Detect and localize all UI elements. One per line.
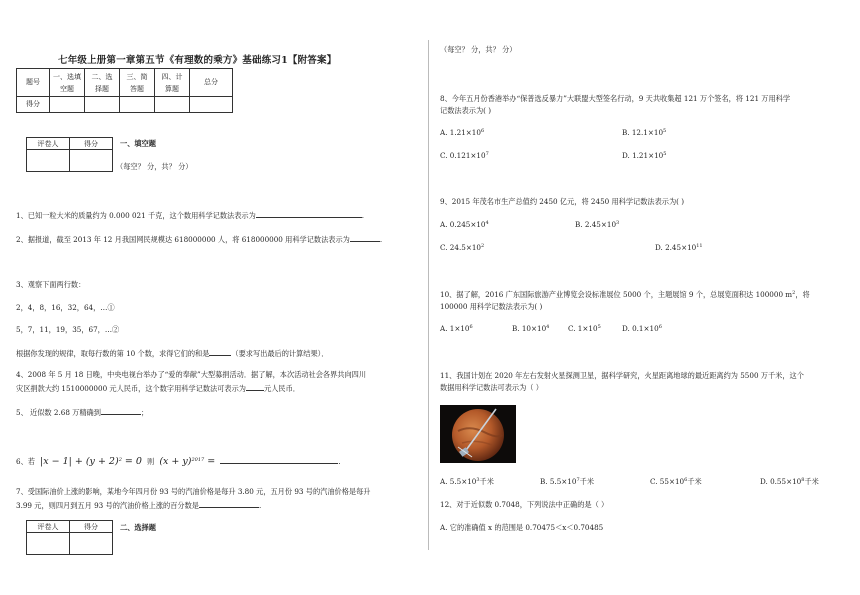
score-header-cell: 四、计 算题 xyxy=(155,69,190,97)
grader-label: 评卷人 xyxy=(27,521,70,533)
question-8-line2: 记数法表示为( ) xyxy=(440,106,492,115)
option-9c[interactable]: C. $24.5\times 10^2$ xyxy=(440,243,485,252)
score-cell xyxy=(70,533,113,555)
question-3-row1: 2，4，8，16，32，64，…① xyxy=(16,303,115,312)
grader-cell xyxy=(27,150,70,172)
mars-icon xyxy=(440,405,516,463)
question-4-tail: 元人民币． xyxy=(264,384,300,393)
column-divider xyxy=(428,40,429,550)
option-10a[interactable]: A. $1\times 10^6$ xyxy=(440,324,473,333)
question-5-tail: ； xyxy=(140,408,149,417)
option-8b[interactable]: B. $12.1\times 10^5$ xyxy=(622,128,667,137)
question-2: 2、据报道，截至 2013 年 12 月我国网民规模达 618000000 人，将 618000000 用科学记数法表示为 . xyxy=(16,235,383,244)
score-header-cell: 三、简 答题 xyxy=(120,69,155,97)
score-cell xyxy=(120,97,155,113)
question-6: 6、若 $|x - 1| + (y + 2)^2 = 0$ 则 $(x + y)^{2017}$ = . xyxy=(16,456,341,467)
score-label: 得分 xyxy=(70,521,113,533)
score-cell xyxy=(50,97,85,113)
option-9d[interactable]: D. $2.45\times 10^{11}$ xyxy=(655,243,703,252)
option-9a[interactable]: A. $0.245\times 10^4$ xyxy=(440,220,489,229)
question-11-line1: 11、我国计划在 2020 年左右发射火星探测卫星，据科学研究，火星距离地球的最近距离约为 5500 万千米，这个 xyxy=(440,371,804,380)
question-6-then: 则 xyxy=(147,457,155,466)
option-10d[interactable]: D. $0.1\times 10^6$ xyxy=(622,324,662,333)
answer-blank[interactable] xyxy=(101,408,141,415)
score-cell xyxy=(190,97,233,113)
option-11c[interactable]: C. $55\times 10^6$千米 xyxy=(650,477,702,486)
question-7-line2: 3.99 元，则四月到五月 93 号的汽油价格上涨的百分数是 . xyxy=(16,501,262,510)
option-8c[interactable]: C. $0.121\times 10^7$ xyxy=(440,151,489,160)
score-header-cell: 总分 xyxy=(190,69,233,97)
question-11-line2: 数据用科学记数法可表示为（ ） xyxy=(440,383,543,392)
question-4-line2 xyxy=(16,384,300,392)
answer-blank[interactable] xyxy=(199,501,259,508)
question-1-text: 1、已知一粒大米的质量约为 0.000 021 千克，这个数用科学记数法表示为 xyxy=(16,211,256,220)
grader-table-2 xyxy=(26,520,113,555)
option-10b[interactable]: B. $10\times 10^4$ xyxy=(512,324,550,333)
option-11d[interactable]: D. $0.55\times 10^8$千米 xyxy=(760,477,819,486)
question-3-row2: 5，7，11，19，35，67，…② xyxy=(16,325,120,334)
section-note: （每空？ 分，共？ 分） xyxy=(116,162,193,171)
question-3-tail: （要求写出最后的计算结果）． xyxy=(231,349,329,358)
score-cell xyxy=(70,150,113,172)
question-7-line1: 7、受国际油价上涨的影响，某地今年四月份 93 号的汽油价格是每升 3.80 元，五月份 93 号的汽油价格是每升 xyxy=(16,487,371,496)
option-8d[interactable]: D. $1.21\times 10^5$ xyxy=(622,151,667,160)
question-12: 12、对于近似数 0.7048，下列说法中正确的是（ ） xyxy=(440,500,609,509)
option-12a[interactable]: A. 它的准确值 x 的范围是 0.70475＜x＜0.70485 xyxy=(440,523,604,532)
score-row-label: 得分 xyxy=(17,97,50,113)
section-note-top: （每空？ 分，共？ 分） xyxy=(440,45,517,54)
section-heading: 一、填空题 xyxy=(120,139,156,148)
question-1: 1、已知一粒大米的质量约为 0.000 021 千克，这个数用科学记数法表示为 . xyxy=(16,211,365,220)
question-9: 9、2015 年茂名市生产总值约 2450 亿元，将 2450 用科学记数法表示为( ) xyxy=(440,197,685,206)
mars-satellite-image xyxy=(440,405,516,463)
section-heading-2: 二、选择题 xyxy=(120,523,156,532)
answer-blank[interactable] xyxy=(209,349,231,356)
answer-blank[interactable] xyxy=(246,384,264,391)
question-6-prefix: 6、若 xyxy=(16,457,35,466)
answer-blank[interactable] xyxy=(220,457,338,464)
option-11b[interactable]: B. $5.5\times 10^7$千米 xyxy=(540,477,595,486)
score-cell xyxy=(85,97,120,113)
page-title: 七年级上册第一章第五节《有理数的乘方》基础练习1【附答案】 xyxy=(58,55,337,66)
question-2-text: 2、据报道，截至 2013 年 12 月我国网民规模达 618000000 人，将 618000000 用科学记数法表示为 xyxy=(16,235,350,244)
question-7-text: 3.99 元，则四月到五月 93 号的汽油价格上涨的百分数是 xyxy=(16,501,199,510)
question-10-line1: 10、据了解，2016 广东国际旅游产业博览会设标准展位 5000 个，主题展馆 9 个，总展览面积达 100000 $m^2$，将 xyxy=(440,290,810,299)
score-label: 得分 xyxy=(70,138,113,150)
answer-blank[interactable] xyxy=(350,235,380,242)
question-3 xyxy=(16,349,328,357)
question-8-line1: 8、今年五月份香港举办“保普选反暴力”大联盟大型签名行动，9 天共收集超 121 万个签名，将 121 万用科学 xyxy=(440,94,791,103)
question-5-text: 5、 近似数 2.68 万精确到 xyxy=(16,408,101,417)
question-5 xyxy=(16,408,148,416)
equation-2: $(x + y)^{2017}$ = xyxy=(159,456,216,467)
equation-1: $|x - 1| + (y + 2)^2 = 0$ xyxy=(40,456,142,467)
question-4-text: 灾区捐款大约 1510000000 元人民币，这个数字用科学记数法可表示为 xyxy=(16,384,246,393)
score-header-cell: 二、选 择题 xyxy=(85,69,120,97)
grader-table xyxy=(26,137,113,172)
score-cell xyxy=(155,97,190,113)
answer-blank[interactable] xyxy=(256,211,362,218)
question-10-line2: 100000 用科学记数法表示为( ) xyxy=(440,302,543,311)
score-header-cell: 一、选填 空题 xyxy=(50,69,85,97)
score-table xyxy=(16,68,233,113)
option-8a[interactable]: A. $1.21\times 10^6$ xyxy=(440,128,485,137)
question-3-intro: 3、观察下面两行数： xyxy=(16,280,86,289)
grader-label: 评卷人 xyxy=(27,138,70,150)
option-11a[interactable]: A. $5.5\times 10^3$千米 xyxy=(440,477,494,486)
option-9b[interactable]: B. $2.45\times 10^3$ xyxy=(575,220,620,229)
question-4-line1: 4、2008 年 5 月 18 日晚，中央电视台举办了“爱的奉献”大型募捐活动．据了解，本次活动社会各界共向四川 xyxy=(16,370,367,379)
question-3-text: 根据你发现的规律，取每行数的第 10 个数，求得它们的和是 xyxy=(16,349,210,358)
score-header-cell: 题号 xyxy=(17,69,50,97)
option-10c[interactable]: C. $1\times 10^5$ xyxy=(568,324,601,333)
grader-cell xyxy=(27,533,70,555)
